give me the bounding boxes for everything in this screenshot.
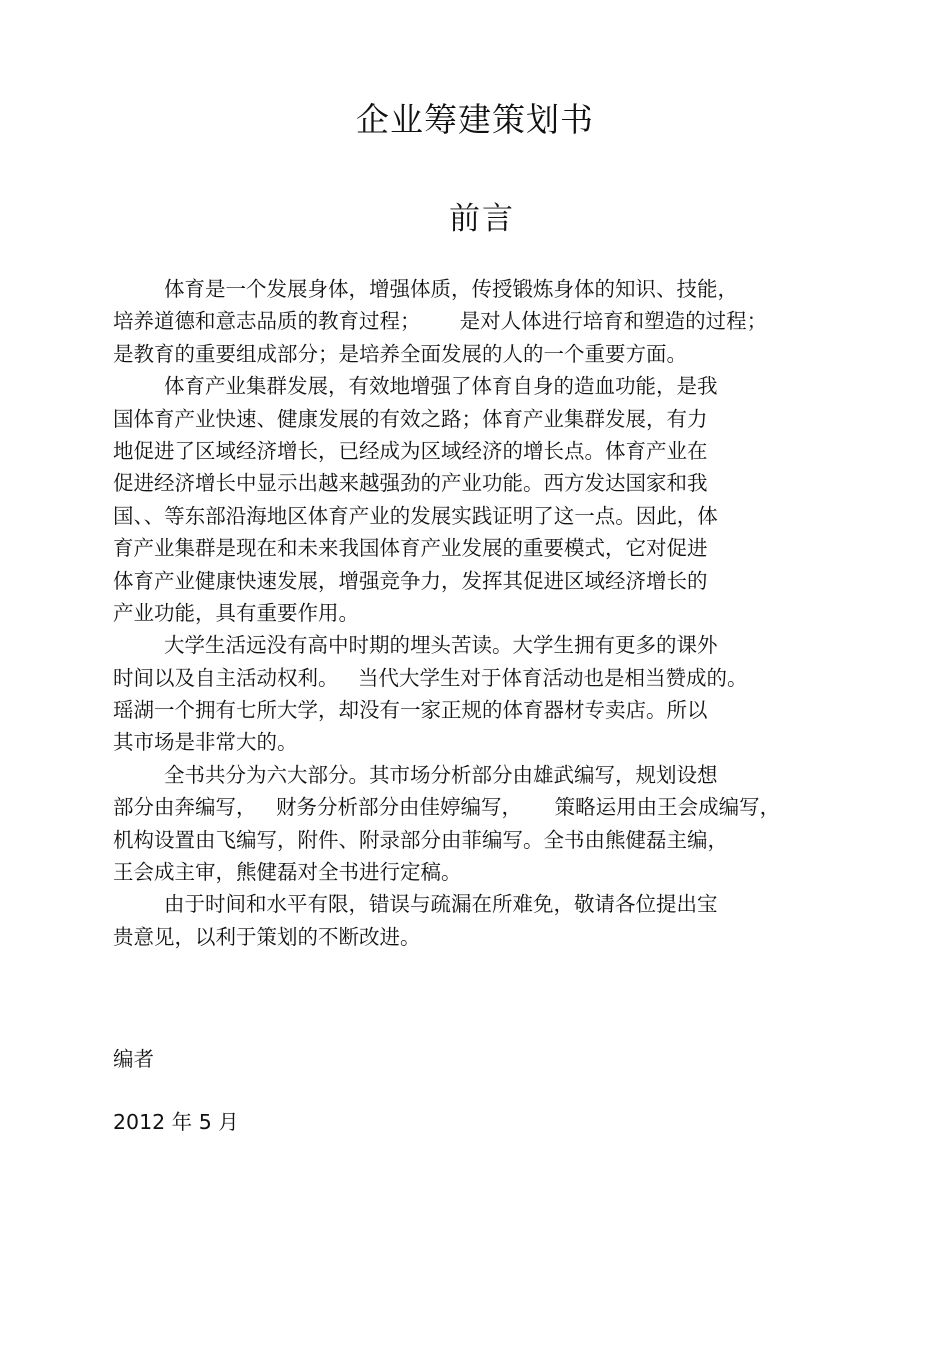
text-line: 是教育的重要组成部分；是培养全面发展的人的一个重要方面。: [113, 341, 687, 366]
text-line: 育产业集群是现在和未来我国体育产业发展的重要模式，它对促进: [113, 536, 708, 561]
text-line: 由于时间和水平有限，错误与疏漏在所难免，敬请各位提出宝: [164, 892, 718, 917]
text-line: 全书共分为六大部分。其市场分析部分由雄武编写，规划设想: [164, 762, 718, 787]
text-line: 促进经济增长中显示出越来越强劲的产业功能。西方发达国家和我: [113, 471, 708, 496]
text-line: 培养道德和意志品质的教育过程； 是对人体进行培育和塑造的过程；: [113, 309, 768, 334]
text-line: 国体育产业快速、健康发展的有效之路；体育产业集群发展，有力: [113, 406, 708, 431]
text-line: 王会成主审，熊健磊对全书进行定稿。: [113, 860, 462, 885]
document-date: 2012 年 5 月: [113, 1110, 239, 1134]
text-line: 瑶湖一个拥有七所大学，却没有一家正规的体育器材专卖店。所以: [113, 698, 708, 723]
section-title-preface: 前言: [449, 201, 515, 237]
document-title: 企业筹建策划书: [356, 100, 594, 139]
text-line: 体育产业健康快速发展，增强竞争力，发挥其促进区域经济增长的: [113, 568, 708, 593]
text-line: 贵意见，以利于策划的不断改进。: [113, 924, 421, 949]
text-line: 机构设置由飞编写，附件、附录部分由菲编写。全书由熊健磊主编，: [113, 827, 728, 852]
text-line: 地促进了区域经济增长，已经成为区域经济的增长点。体育产业在: [113, 438, 708, 463]
author-signature: 编者: [113, 1047, 154, 1071]
text-line: 产业功能，具有重要作用。: [113, 600, 359, 625]
text-line: 大学生活远没有高中时期的埋头苦读。大学生拥有更多的课外: [164, 633, 718, 658]
preface-body: [113, 273, 853, 953]
text-line: 国、、等东部沿海地区体育产业的发展实践证明了这一点。因此，体: [113, 503, 718, 528]
text-line: 时间以及自主活动权利。 当代大学生对于体育活动也是相当赞成的。: [113, 665, 748, 690]
text-line: 体育是一个发展身体，增强体质，传授锻炼身体的知识、技能，: [164, 277, 738, 301]
text-line: 部分由奔编写， 财务分析部分由佳婷编写， 策略运用由王会成编写，: [113, 795, 781, 820]
text-line: 其市场是非常大的。: [113, 730, 298, 755]
text-line: 体育产业集群发展，有效地增强了体育自身的造血功能，是我: [164, 374, 718, 399]
